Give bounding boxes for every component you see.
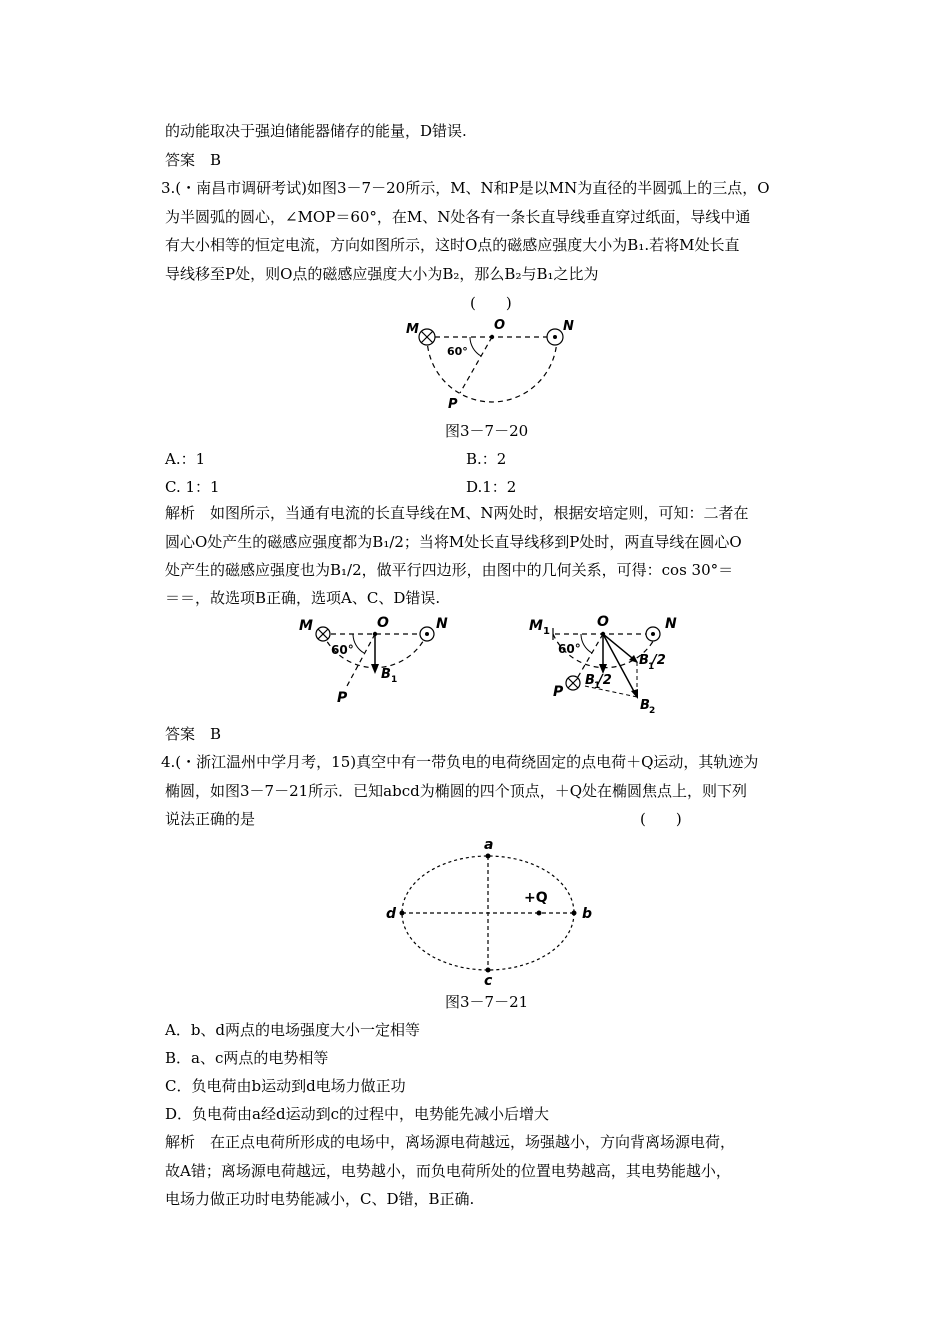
fig-label-O: O (377, 615, 389, 631)
fig-label-M: M (529, 618, 543, 634)
q2-answer: 答案 B (165, 151, 222, 169)
fig-label-half-lower: /2 (598, 673, 612, 688)
q4-answer-bracket: ( ) (640, 810, 682, 828)
charge-label-Q: +Q (524, 890, 548, 906)
q4-option-c: C．负电荷由b运动到d电场力做正功 (165, 1077, 406, 1095)
q3-option-d: D.1：2 (466, 478, 517, 496)
vertex-label-a: a (484, 837, 494, 853)
fig-label-N: N (563, 319, 574, 334)
fig-label-O: O (494, 318, 506, 333)
q2-text-line: 的动能取决于强迫储能器储存的能量，D错误. (165, 122, 467, 140)
q4-analysis-line-1: 解析 在正点电荷所形成的电场中，离场源电荷越远，场强越小，方向背离场源电荷， (165, 1133, 736, 1151)
q4-stem-line-1: 4.(・浙江温州中学月考，15)真空中有一带负电的电荷绕固定的点电荷＋Q运动，其轨迹为 (161, 753, 759, 771)
fig-label-sub1-lower: 1 (594, 681, 601, 691)
figure-caption-3-7-20: 图3－7－20 (445, 422, 529, 440)
q4-analysis-line-2: 故A错；离场源电荷越远，电势越小，而负电荷所处的位置电势越高，其电势能越小， (165, 1162, 731, 1180)
q3-answer-bracket: ( ) (470, 294, 512, 312)
q3-option-b: B.：2 (466, 450, 507, 468)
fig-label-angle: 60° (558, 642, 581, 656)
q3-stem-line-1: 3.(・南昌市调研考试)如图3－7－20所示，M、N和P是以MN为直径的半圆弧上的三点，O (161, 179, 770, 197)
vertex-label-b: b (582, 906, 593, 922)
q3-stem-line-4: 导线移至P处，则O点的磁感应强度大小为B₂，那么B₂与B₁之比为 (165, 265, 599, 283)
q3-stem-line-2: 为半圆弧的圆心，∠MOP＝60°，在M、N处各有一条长直导线垂直穿过纸面，导线中通 (165, 208, 751, 226)
analysis-figure-right (525, 612, 700, 717)
fig-label-one: 1 (543, 626, 550, 637)
fig-label-M: M (299, 618, 313, 634)
q4-option-a: A．b、d两点的电场强度大小一定相等 (165, 1021, 421, 1039)
vertex-label-d: d (386, 906, 397, 922)
fig-label-angle: 60° (447, 345, 468, 358)
fig-label-B1-half-lower: B (585, 673, 595, 688)
analysis-figure-left (295, 612, 465, 717)
figure-3-7-20 (400, 315, 590, 415)
fig-label-angle: 60° (331, 643, 354, 657)
fig-label-N: N (436, 616, 448, 632)
q3-analysis-line-3: 处产生的磁感应强度也为B₁/2，做平行四边形，由图中的几何关系，可得：cos 30°＝ (165, 561, 734, 579)
fig-label-N: N (665, 616, 677, 632)
q4-analysis-line-3: 电场力做正功时电势能减小，C、D错，B正确. (165, 1190, 475, 1208)
q4-stem-line-2: 椭圆，如图3－7－21所示．已知abcd为椭圆的四个顶点，＋Q处在椭圆焦点上，则下列 (165, 782, 748, 800)
fig-label-B1-half: B (639, 653, 649, 668)
q3-option-c: C. 1：1 (165, 478, 220, 496)
q3-stem-line-3: 有大小相等的恒定电流，方向如图所示，这时O点的磁感应强度大小为B₁.若将M处长直 (165, 236, 740, 254)
q3-answer: 答案 B (165, 725, 222, 743)
fig-label-P: P (448, 397, 458, 412)
fig-label-B2: B (640, 698, 650, 713)
fig-label-P: P (553, 684, 564, 700)
fig-label-half: /2 (652, 653, 666, 668)
q4-option-d: D．负电荷由a经d运动到c的过程中，电势能先减小后增大 (165, 1105, 549, 1123)
vertex-label-c: c (484, 973, 493, 989)
point-charge-dot (537, 911, 542, 916)
fig-label-M: M (406, 322, 419, 337)
fig-label-sub2: 2 (649, 706, 656, 716)
fig-label-sub: 1 (391, 675, 398, 685)
q4-stem-line-3: 说法正确的是 (165, 810, 256, 828)
fig-label-B1: B (381, 667, 391, 682)
fig-label-P: P (337, 690, 348, 706)
figure-caption-3-7-21: 图3－7－21 (445, 993, 529, 1011)
q3-analysis-line-4: ＝＝，故选项B正确，选项A、C、D错误. (165, 589, 441, 607)
q3-option-a: A.：1 (165, 450, 206, 468)
q3-analysis-line-1: 解析 如图所示，当通有电流的长直导线在M、N两处时，根据安培定则，可知：二者在 (165, 504, 749, 522)
fig-label-sub1: 1 (648, 662, 655, 672)
figure-3-7-21 (380, 835, 610, 989)
q4-option-b: B．a、c两点的电势相等 (165, 1049, 329, 1067)
q3-analysis-line-2: 圆心O处产生的磁感应强度都为B₁/2；当将M处长直导线移到P处时，两直导线在圆心O (165, 533, 742, 551)
fig-label-O: O (597, 614, 609, 630)
